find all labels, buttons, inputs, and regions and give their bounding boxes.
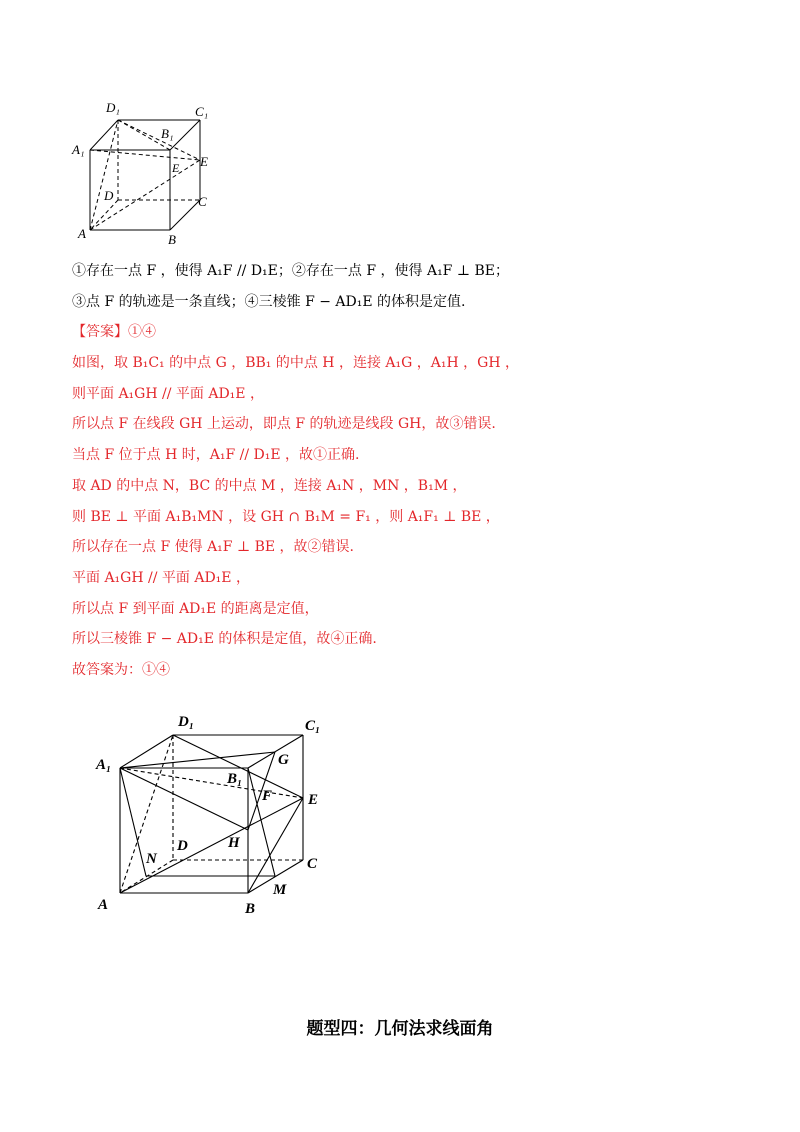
label-C1: C₁ (195, 104, 209, 119)
solution-line: 如图，取 B₁C₁ 的中点 G ，BB₁ 的中点 H ，连接 A₁G ，A₁H ，GH ， (72, 355, 519, 372)
final-answer: 故答案为：①④ (72, 661, 170, 678)
label-D1: D₁ (178, 714, 195, 730)
label-E: E (200, 154, 208, 169)
cube-diagram-2 (90, 700, 350, 930)
cube-figure-2 (90, 700, 350, 930)
label-F: F (262, 788, 273, 804)
label-A1: A₁ (96, 757, 112, 773)
label-D: D (104, 188, 114, 203)
statement-line: ③点 F 的轨迹是一条直线；④三棱锥 F − AD₁E 的体积是定值. (72, 293, 466, 310)
label-B: B (168, 232, 176, 247)
label-H: H (228, 835, 240, 851)
solution-line: 平面 A₁GH // 平面 AD₁E ， (72, 569, 250, 586)
label-C1: C₁ (305, 718, 321, 734)
section-heading: 题型四：几何法求线面角 (306, 1019, 494, 1039)
label-C: C (198, 194, 207, 209)
label-B1: B₁ (227, 771, 243, 787)
label-B1: B₁ (161, 126, 174, 141)
cube-diagram-1 (60, 90, 240, 255)
solution-line: 则 BE ⊥ 平面 A₁B₁MN ，设 GH ∩ B₁M = F₁ ，则 A₁F₁ ⊥ BE ， (72, 508, 500, 525)
label-A1: A₁ (72, 142, 85, 157)
solution-line: 所以存在一点 F 使得 A₁F ⊥ BE ，故②错误. (72, 539, 354, 556)
label-G: G (278, 752, 289, 768)
problem-text (72, 256, 772, 686)
label-M: M (273, 882, 287, 898)
solution-line: 所以点 F 到平面 AD₁E 的距离是定值， (72, 600, 319, 617)
solution-line: 当点 F 位于点 H 时，A₁F // D₁E ，故①正确. (72, 447, 360, 464)
solution-line: 所以三棱锥 F − AD₁E 的体积是定值，故④正确. (72, 631, 377, 648)
solution-line: 所以点 F 在线段 GH 上运动，即点 F 的轨迹是线段 GH，故③错误. (72, 416, 496, 433)
label-E-inner: E (172, 161, 180, 175)
statement-line: ①存在一点 F ，使得 A₁F // D₁E；②存在一点 F ，使得 A₁F ⊥ BE； (72, 263, 509, 279)
label-C: C (307, 856, 318, 872)
label-D1: D₁ (106, 100, 120, 115)
solution-line: 则平面 A₁GH // 平面 AD₁E ， (72, 385, 264, 402)
label-A: A (78, 226, 86, 241)
label-B: B (245, 901, 256, 917)
label-A: A (98, 897, 109, 913)
label-E: E (308, 792, 319, 808)
cube-figure-1 (60, 90, 240, 255)
solution-line: 取 AD 的中点 N，BC 的中点 M ，连接 A₁N ，MN ，B₁M ， (72, 477, 467, 494)
label-N: N (146, 851, 157, 867)
label-D: D (177, 838, 188, 854)
answer-label: 【答案】①④ (72, 324, 156, 341)
